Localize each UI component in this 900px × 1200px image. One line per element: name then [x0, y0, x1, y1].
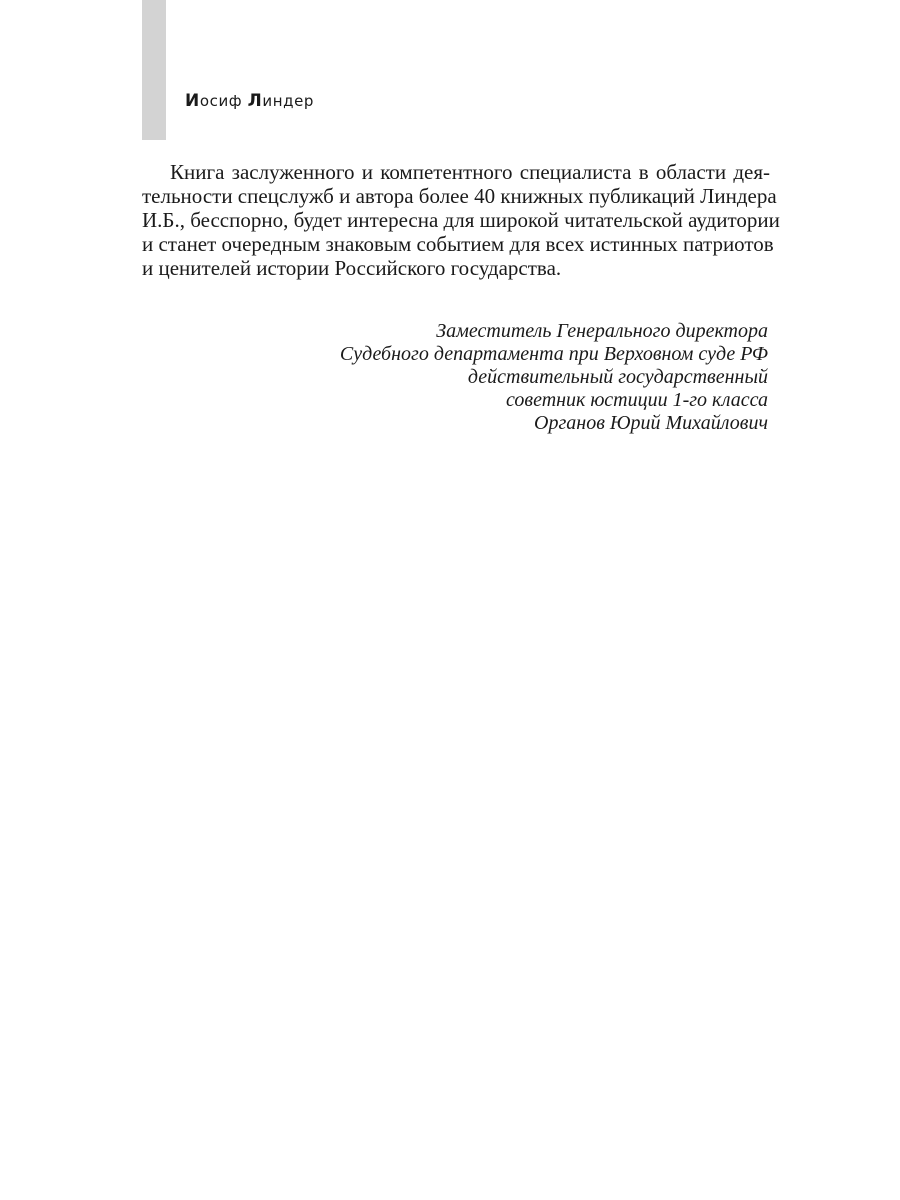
signature-name-line: Органов Юрий Михайлович [534, 412, 768, 434]
body-line: И.Б., бесспорно, будет интересна для широкой читательской аудитории [142, 208, 780, 232]
body-line: и станет очередным знаковым событием для всех истинных патриотов [142, 232, 774, 256]
running-head-first-initial: И [185, 91, 200, 111]
running-head-last-initial: Л [247, 91, 263, 111]
signature-block [268, 320, 768, 435]
header-gray-bar [142, 0, 166, 140]
body-paragraph [142, 160, 780, 280]
running-head-last-rest: индер [262, 92, 315, 110]
body-line: Книга заслуженного и компетентного специалиста в области дея- [170, 160, 770, 184]
signature-title-line: Заместитель Генерального директора [436, 320, 768, 342]
running-head-first-rest: осиф [199, 92, 243, 110]
body-line: тельности спецслужб и автора более 40 книжных публикаций Линдера [142, 184, 777, 208]
signature-department-line: Судебного департамента при Верховном суде РФ [339, 343, 768, 365]
signature-rank-line: действительный государственный [467, 366, 768, 388]
signature-rank-line: советник юстиции 1-го класса [506, 389, 768, 411]
body-line: и ценителей истории Российского государства. [142, 256, 562, 280]
running-head-author [185, 91, 314, 111]
